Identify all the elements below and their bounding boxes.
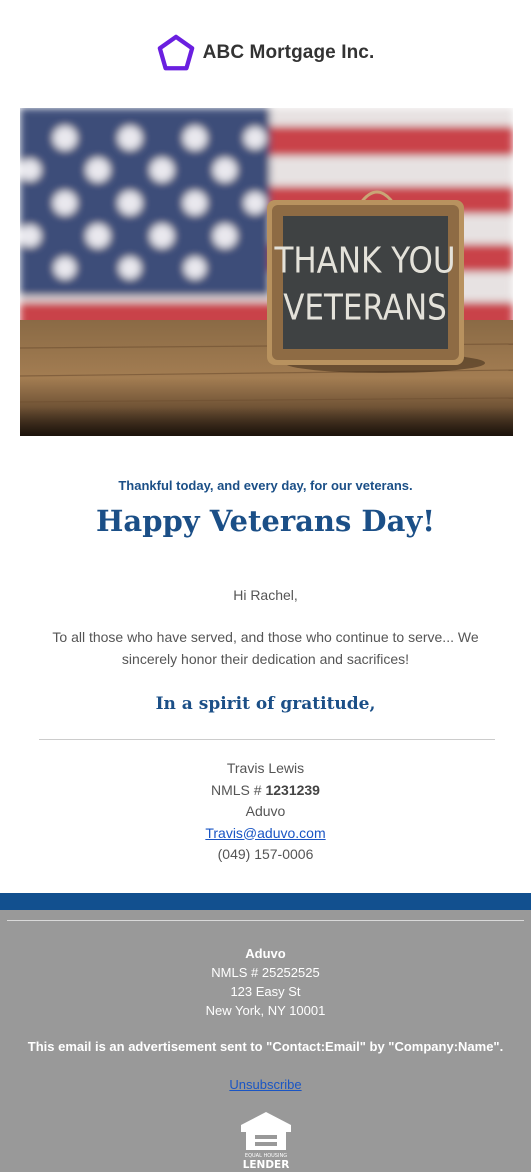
footer-city: New York, NY 10001	[205, 1003, 326, 1018]
sign-line-1: THANK YOU	[274, 239, 456, 281]
footer-address	[0, 944, 531, 1020]
email-header	[0, 0, 531, 108]
signature-company: Aduvo	[245, 803, 286, 819]
closing-line: In a spirit of gratitude,	[155, 694, 376, 714]
unsubscribe-link[interactable]: Unsubscribe	[229, 1077, 302, 1092]
tagline: Thankful today, and every day, for our veterans.	[118, 478, 413, 493]
sign-line-2: VETERANS	[283, 286, 447, 329]
signature-phone: (049) 157-0006	[217, 846, 314, 862]
signature-name: Travis Lewis	[226, 760, 305, 776]
footer-street: 123 Easy St	[230, 984, 301, 999]
nmls-number: 1231239	[265, 781, 320, 798]
pentagon-icon	[157, 34, 195, 72]
hero-image	[20, 108, 513, 436]
company-logo[interactable]	[157, 34, 375, 72]
advertisement-notice: This email is an advertisement sent to "Contact:Email" by "Company:Name".	[27, 1039, 504, 1054]
headline: Happy Veterans Day!	[96, 504, 435, 538]
svg-text:EQUAL HOUSING: EQUAL HOUSING	[244, 1153, 288, 1159]
company-name: ABC Mortgage Inc.	[202, 42, 375, 63]
message-body: To all those who have served, and those who continue to serve... We sincerely honor their dedication and sacrifices!	[52, 629, 479, 667]
svg-text:LENDER: LENDER	[242, 1159, 290, 1171]
footer-divider	[7, 920, 524, 921]
greeting: Hi Rachel,	[233, 587, 298, 603]
footer-accent-bar	[0, 893, 531, 910]
footer-company: Aduvo	[245, 946, 286, 961]
signature-block	[0, 758, 531, 866]
signature-email-link[interactable]: Travis@aduvo.com	[205, 824, 326, 841]
equal-housing-lender-icon	[238, 1110, 294, 1172]
divider	[39, 739, 495, 740]
email-footer	[0, 910, 531, 1172]
footer-nmls: NMLS # 25252525	[211, 965, 320, 980]
signature-nmls: NMLS # 1231239	[211, 781, 320, 798]
